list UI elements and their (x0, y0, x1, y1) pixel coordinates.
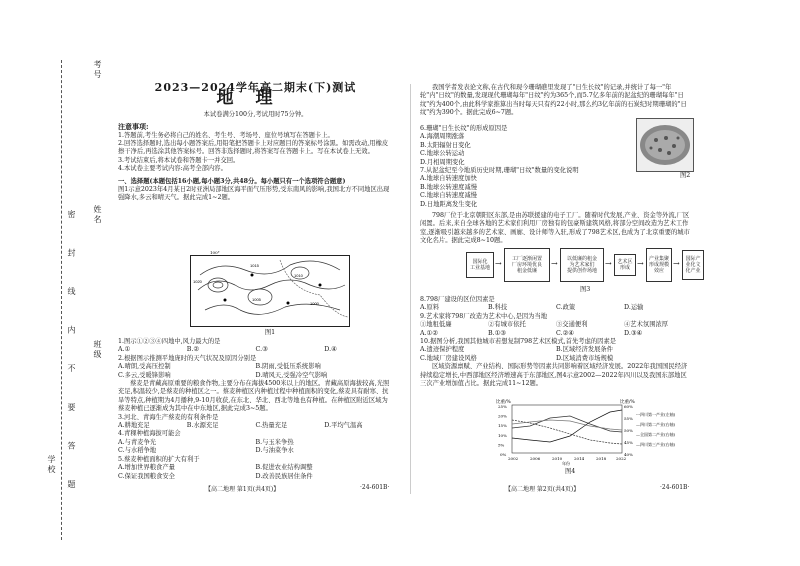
right-column (420, 84, 692, 118)
fig4-ytick: 25% (498, 404, 507, 409)
q5-option[interactable]: D.改善民族居住条件 (255, 472, 313, 480)
q10-stem: 10.据图分析,我国其他城市若想复制798艺术区模式,首先考虑的因素是 (420, 338, 617, 346)
fig2-caption: 图2 (680, 172, 691, 179)
figure4-chart (440, 398, 700, 466)
section1-heading: 一、选择题(本题包括16小题,每小题3分,共48分。每小题只有一个选项符合题意) (118, 177, 346, 185)
q9-options (420, 330, 692, 338)
fig4-xlabel: 年份 (562, 461, 570, 466)
fig3-arrow-icon: → (637, 259, 644, 268)
left-footer-code: ·24-601B· (360, 484, 390, 491)
q1-option[interactable]: B.② (186, 346, 200, 354)
note-item: 3.考试结束后,将本试卷和答题卡一并交回。 (118, 156, 240, 164)
fig4-ylabel-right: 比重/% (620, 400, 635, 405)
fig4-xtick: 2022 (616, 456, 627, 461)
q9-stem: 9.艺术家将798厂改造为艺术中心,是因为当地 (420, 312, 548, 320)
fig1-label-1010: 1010 (294, 273, 303, 278)
right-footer-code: ·24-601B· (660, 484, 690, 491)
figure1-map (190, 250, 350, 327)
q3-option[interactable]: C.热量充足 (255, 422, 288, 430)
q7-option[interactable]: A.地球自转速度加快 (420, 175, 477, 183)
name-label: 姓名 (93, 205, 102, 225)
fig4-legend-entry: —四川第三产业(右轴) (636, 442, 676, 447)
right-footer-page: 【高二地理 第2页(共4页)】 (505, 486, 580, 493)
left-footer-page: 【高二地理 第1页(共4页)】 (205, 486, 280, 493)
section1-intro: 图1示意2023年4月某日2时亚洲局部地区海平面气压形势,受东南风的影响,我国北方不同地区出现强降水,多云和晴天气。据此完成1~2题。 (118, 186, 390, 202)
fig4-ytick: 5% (498, 442, 505, 448)
fig4-legend (636, 411, 676, 447)
q9-option[interactable]: B.①③ (488, 329, 506, 337)
q10-options (420, 346, 692, 363)
fig3-box-2: 工厂逐渐闲置 厂房环境优良 租金低廉 (504, 248, 550, 282)
left-column (118, 81, 393, 203)
q5-option[interactable]: C.保证我国粮食安全 (118, 472, 175, 480)
q5-stem: 5.蔡麦种植面积的扩大有利于 (118, 455, 200, 463)
fig4-caption: 图4 (565, 468, 576, 475)
q9-condition: ④艺术氛围浓厚 (624, 321, 669, 329)
note-item: 2.回答选择题时,选出每小题答案后,用铅笔把答题卡上对应题目的答案标号涂黑。如需改动,用橡皮擦干净后,再选涂其他答案标号。回答非选择题时,将答案写在答题卡上。写在本试卷上无效。 (118, 140, 389, 156)
q9-condition: ②有城市依托 (488, 321, 526, 329)
q10-option[interactable]: D.区域消费市场规模 (556, 354, 614, 362)
notes-heading: 注意事项: (118, 122, 149, 132)
fig1-caption: 图1 (264, 329, 276, 336)
q10-option[interactable]: A.遗迹保护程度 (420, 346, 465, 354)
q7-option[interactable]: C.地球自转速度减慢 (420, 192, 477, 200)
q6-option[interactable]: B.太阳辐射日变化 (420, 141, 471, 149)
class-label: 班级 (93, 340, 102, 360)
q9-condition: ③交通便利 (556, 321, 588, 329)
fig4-series-national-secondary (512, 420, 622, 430)
fig4-xtick: 2002 (508, 456, 519, 461)
q3-option[interactable]: B.水源充足 (186, 422, 219, 430)
fig3-arrow-icon: → (605, 259, 612, 268)
fig4-series-sichuan-primary (512, 420, 622, 444)
fig4-legend-entry: —四川第二产业(右轴) (636, 422, 676, 427)
fig4-ytick: 20% (498, 413, 507, 419)
q2-option[interactable]: A.晴朗,受高压控制 (118, 363, 171, 371)
q4-option[interactable]: D.与油菜争水 (255, 447, 294, 455)
q7-stem: 7.从泥盆纪至今地质历史时期,珊瑚"日纹"数量的变化说明 (420, 167, 579, 175)
fig4-ylabel-left: 比重/% (496, 400, 511, 405)
q5-options (118, 464, 393, 481)
q2-stem: 2.根据图示推测平地庞时的天气状况及原因分别是 (118, 354, 257, 362)
q10-option[interactable]: C.地域厂房建设风格 (420, 354, 477, 362)
q6-option[interactable]: D.月相周期变化 (420, 158, 465, 166)
exam-meta: 本试卷满分100分,考试用时75分钟。 (203, 110, 308, 118)
q10-option[interactable]: B.区域经济发展条件 (556, 346, 614, 354)
q8-option[interactable]: D.运输 (624, 304, 644, 312)
passage4-block (420, 212, 692, 246)
fig3-box-4: 艺术区 形成 (614, 254, 636, 276)
q5-option[interactable]: A.增加世界粮食产量 (118, 464, 175, 472)
passage5: 区域资源禀赋、产业结构、国际形势等因素共同影响着区域经济发展。2022年我国国民经济持续稳定增长,中西部地区经济增速高于东部地区,图4示意2002—2022年四川以及我国东部地区三次产业增加值占比。据此完成11~12题。 (420, 363, 688, 388)
left-questions (118, 338, 393, 481)
q9-option[interactable]: A.①② (420, 329, 438, 337)
fig1-label-1020: 1020 (193, 279, 202, 284)
q1-option[interactable]: A.① (118, 346, 131, 354)
fig3-box-3: 以低廉的租金 为艺术家们 提供创作场地 (560, 248, 604, 282)
q2-option[interactable]: C.多云,受暖锋影响 (118, 371, 171, 379)
seal-line (61, 60, 62, 540)
fig1-label-1015: 1015 (250, 263, 259, 268)
q6-stem: 6.珊瑚"日生长纹"的形成原因是 (420, 125, 508, 132)
q1-option[interactable]: D.④ (324, 346, 337, 354)
passage4: 798厂位于北京朝阳区东部,是由苏联援建的电子工厂。随着时代发展,产业、资金等外流,厂区闲置。后来,来自全球各地的艺术家们利用厂房独有的包豪斯建筑风格,将部分空间改造为艺术工作室,逐渐吸引越来越多的艺术家、画廊、设计师等入驻,形成了798艺术区,也成为了北京重要的城市文化名片。据此完成8~10题。 (420, 212, 690, 245)
fig3-arrow-icon: → (551, 259, 558, 268)
fig4-ytick: 50% (624, 428, 633, 433)
q6-q7-block (420, 125, 630, 209)
fig4-xtick: 2018 (596, 456, 607, 461)
binding-margin (6, 60, 101, 540)
q4-option[interactable]: B.与玉米争热 (255, 438, 294, 446)
q6-option[interactable]: C.地球公转运动 (420, 150, 465, 158)
seal-text: 密 封 线 内 不 要 答 题 (67, 210, 76, 502)
q9-conditions (420, 321, 692, 329)
fig4-ytick: 60% (624, 404, 633, 409)
fig4-ytick: 10% (498, 432, 507, 438)
fig4-xtick: 2006 (530, 456, 541, 461)
q3-option[interactable]: D.平均气温高 (324, 422, 363, 430)
subject-title: 地理 (216, 88, 295, 109)
q4-stem: 4.青稞种植海拔可能会 (118, 430, 181, 438)
q8-options (420, 304, 692, 312)
q9-condition: ①地租低廉 (420, 321, 452, 329)
fig4-xtick: 2010 (552, 456, 563, 461)
q1-stem: 1.图示①②③④四地中,风力最大的是 (118, 338, 221, 345)
fig3-arrow-icon: → (673, 259, 680, 268)
q4-option[interactable]: C.与水稻争地 (118, 447, 157, 455)
fig3-caption: 图3 (580, 286, 591, 293)
passage2: 蔡麦是青藏高原重要的粮食作物,主要分布在海拔4500米以上的地区。青藏高原海拔较高,光照充足,积温较少,是蔡麦的种植区之一。蔡麦种植区内种植过程中种植面积的变化,蔡麦具有耐寒、抗旱等特点,种植期为4月播种,9-10月收获,在东北、华北、西北等地也有种植。在种植区附近区域为蔡麦种植已逐渐成为其中在中东地区,据此完成3~5题。 (118, 380, 390, 413)
fig1-label-1005: 1005 (252, 297, 261, 302)
fig1-lon-label: 100° (210, 250, 220, 255)
q3-option[interactable]: A.耕地充足 (118, 422, 150, 430)
note-item: 4.本试卷主要考试内容:高考全部内容。 (118, 165, 227, 173)
fig4-ytick: 40% (624, 452, 633, 457)
q9-option[interactable]: C.②④ (556, 329, 574, 337)
school-label: 学校 (47, 455, 56, 475)
exam-title: 2023—2024学年高二期末(下)测试 (154, 81, 357, 94)
q2-option[interactable]: B.阴雨,受低压系统影响 (255, 363, 321, 371)
note-item: 1.答题前,考生务必将自己的姓名、考生号、考场号、座位号填写在答题卡上。 (118, 131, 334, 139)
q8-q10-block (420, 296, 692, 388)
q1-option[interactable]: C.③ (255, 346, 268, 354)
q8-option[interactable]: B.科技 (488, 304, 508, 312)
q4-option[interactable]: A.与青麦争光 (118, 438, 157, 446)
fig4-ytick: 45% (624, 440, 633, 445)
fig4-xtick: 2014 (574, 456, 585, 461)
fig4-legend-entry: —全国第二产业(右轴) (636, 432, 676, 437)
q4-options (118, 439, 393, 456)
q7-option[interactable]: B.地球公转速度减慢 (420, 183, 478, 191)
fig4-ytick: 55% (624, 416, 633, 421)
fig4-legend-entry: ---四川第一产业(左轴) (636, 412, 676, 417)
q5-option[interactable]: B.促进农业结构调整 (255, 464, 313, 472)
fig4-series-sichuan-secondary (512, 416, 622, 432)
fig3-box-1: 国际化 工业基地 (466, 252, 494, 278)
q1-options (118, 346, 393, 354)
fig3-box-5: 产业集聚 形成规模 效应 (646, 248, 672, 282)
fig3-arrow-icon: → (495, 259, 502, 268)
q8-option[interactable]: C.政策 (556, 304, 576, 312)
q9-option[interactable]: D.③④ (624, 329, 643, 337)
q2-option[interactable]: D.晴风天,受强冷空气影响 (255, 371, 328, 379)
q8-stem: 8.798厂建设的区位因素是 (420, 296, 495, 303)
q8-option[interactable]: A.原料 (420, 304, 440, 312)
page-divider (410, 84, 411, 494)
fig4-yticks-right (624, 404, 633, 457)
q3-stem: 3.河北、青海生产蔡麦的有利条件是 (118, 413, 219, 421)
fig4-ytick: 0% (500, 452, 507, 457)
fig4-yticks-left (498, 404, 507, 457)
q7-option[interactable]: D.日地距离发生变化 (420, 200, 478, 208)
right-intro: 我国学者发表论文称,在古代和现今珊瑚礁里发现了"日生长纹"的记录,并统计了每一"年轮"内"日纹"的数量,发现现代珊瑚每年"日纹"约为365个,而5.7亿多年前的泥盆纪的珊瑚每年"日纹"约为400个,由此科学家推算出当时每天只有约22小时,那么约3亿年前的石炭纪时期珊瑚的"日纹"约为390个。据此完成6~7题。 (420, 84, 687, 117)
kaohao-label: 考号 (93, 60, 102, 80)
fig4-ytick: 15% (498, 423, 507, 429)
q6-option[interactable]: A.海潮周期涨落 (420, 133, 465, 141)
q2-options (118, 363, 393, 380)
fig1-label-1000: 1000 (310, 301, 319, 306)
figure2-coral-image (636, 118, 694, 172)
fig3-box-6: 国际产 业化文 化产业 (682, 250, 704, 280)
